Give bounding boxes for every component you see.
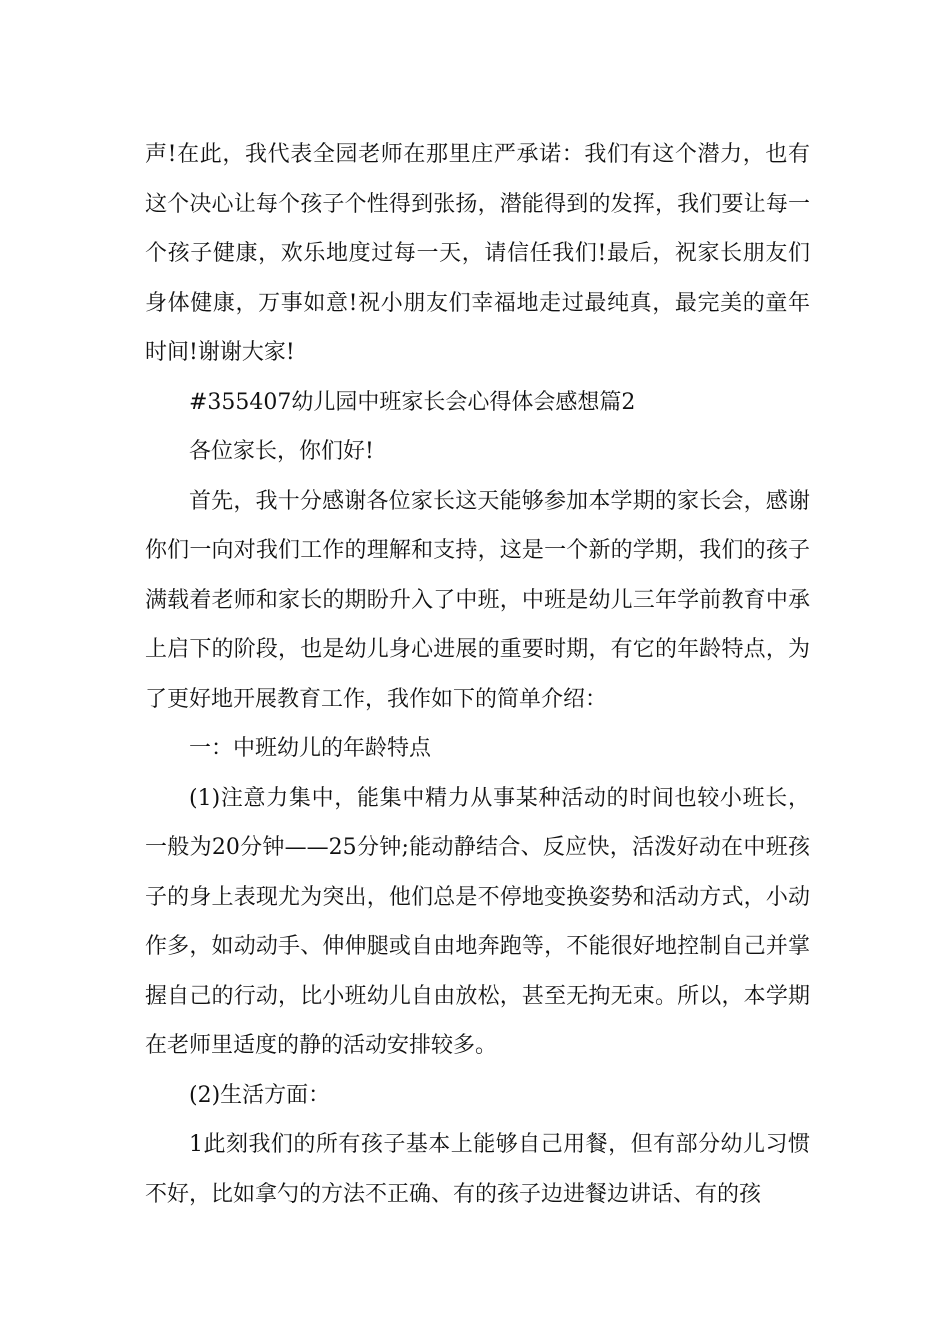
subheading-life-aspects: (2)生活方面： <box>189 1082 331 1108</box>
paragraph-6: (1)注意力集中，能集中精力从事某种活动的时间也较小班长，一般为20分钟——25分钟;能动静结合、反应快，活泼好动在中班孩子的身上表现尤为突出，他们总是不停地变换姿势和活动方式，小动作多，如动动手、伸伸腿或自由地奔跑等，不能很好地控制自己并掌握自己的行动，比小班幼儿自由放松，甚至无拘无束。所以，本学期在老师里适度的静的活动安排较多。 <box>145 785 810 1058</box>
document-body <box>145 130 810 1219</box>
paragraph-1: 声!在此，我代表全园老师在那里庄严承诺：我们有这个潜力，也有这个决心让每个孩子个性得到张扬，潜能得到的发挥，我们要让每一个孩子健康，欢乐地度过每一天，请信任我们!最后，祝家长朋友们身体健康，万事如意!祝小朋友们幸福地走过最纯真，最完美的童年时间!谢谢大家! <box>145 142 810 365</box>
paragraph-8: 1此刻我们的所有孩子基本上能够自己用餐，但有部分幼儿习惯不好，比如拿勺的方法不正确、有的孩子边进餐边讲话、有的孩 <box>145 1132 810 1207</box>
greeting-paragraph: 各位家长，你们好! <box>189 439 374 464</box>
section-heading: #355407幼儿园中班家长会心得体会感想篇2 <box>189 389 636 415</box>
paragraph-4: 首先，我十分感谢各位家长这天能够参加本学期的家长会，感谢你们一向对我们工作的理解和支持，这是一个新的学期，我们的孩子满载着老师和家长的期盼升入了中班，中班是幼儿三年学前教育中承上启下的阶段，也是幼儿身心进展的重要时期，有它的年龄特点，为了更好地开展教育工作，我作如下的简单介绍： <box>145 488 810 712</box>
subheading-age-characteristics: 一：中班幼儿的年龄特点 <box>189 736 432 761</box>
